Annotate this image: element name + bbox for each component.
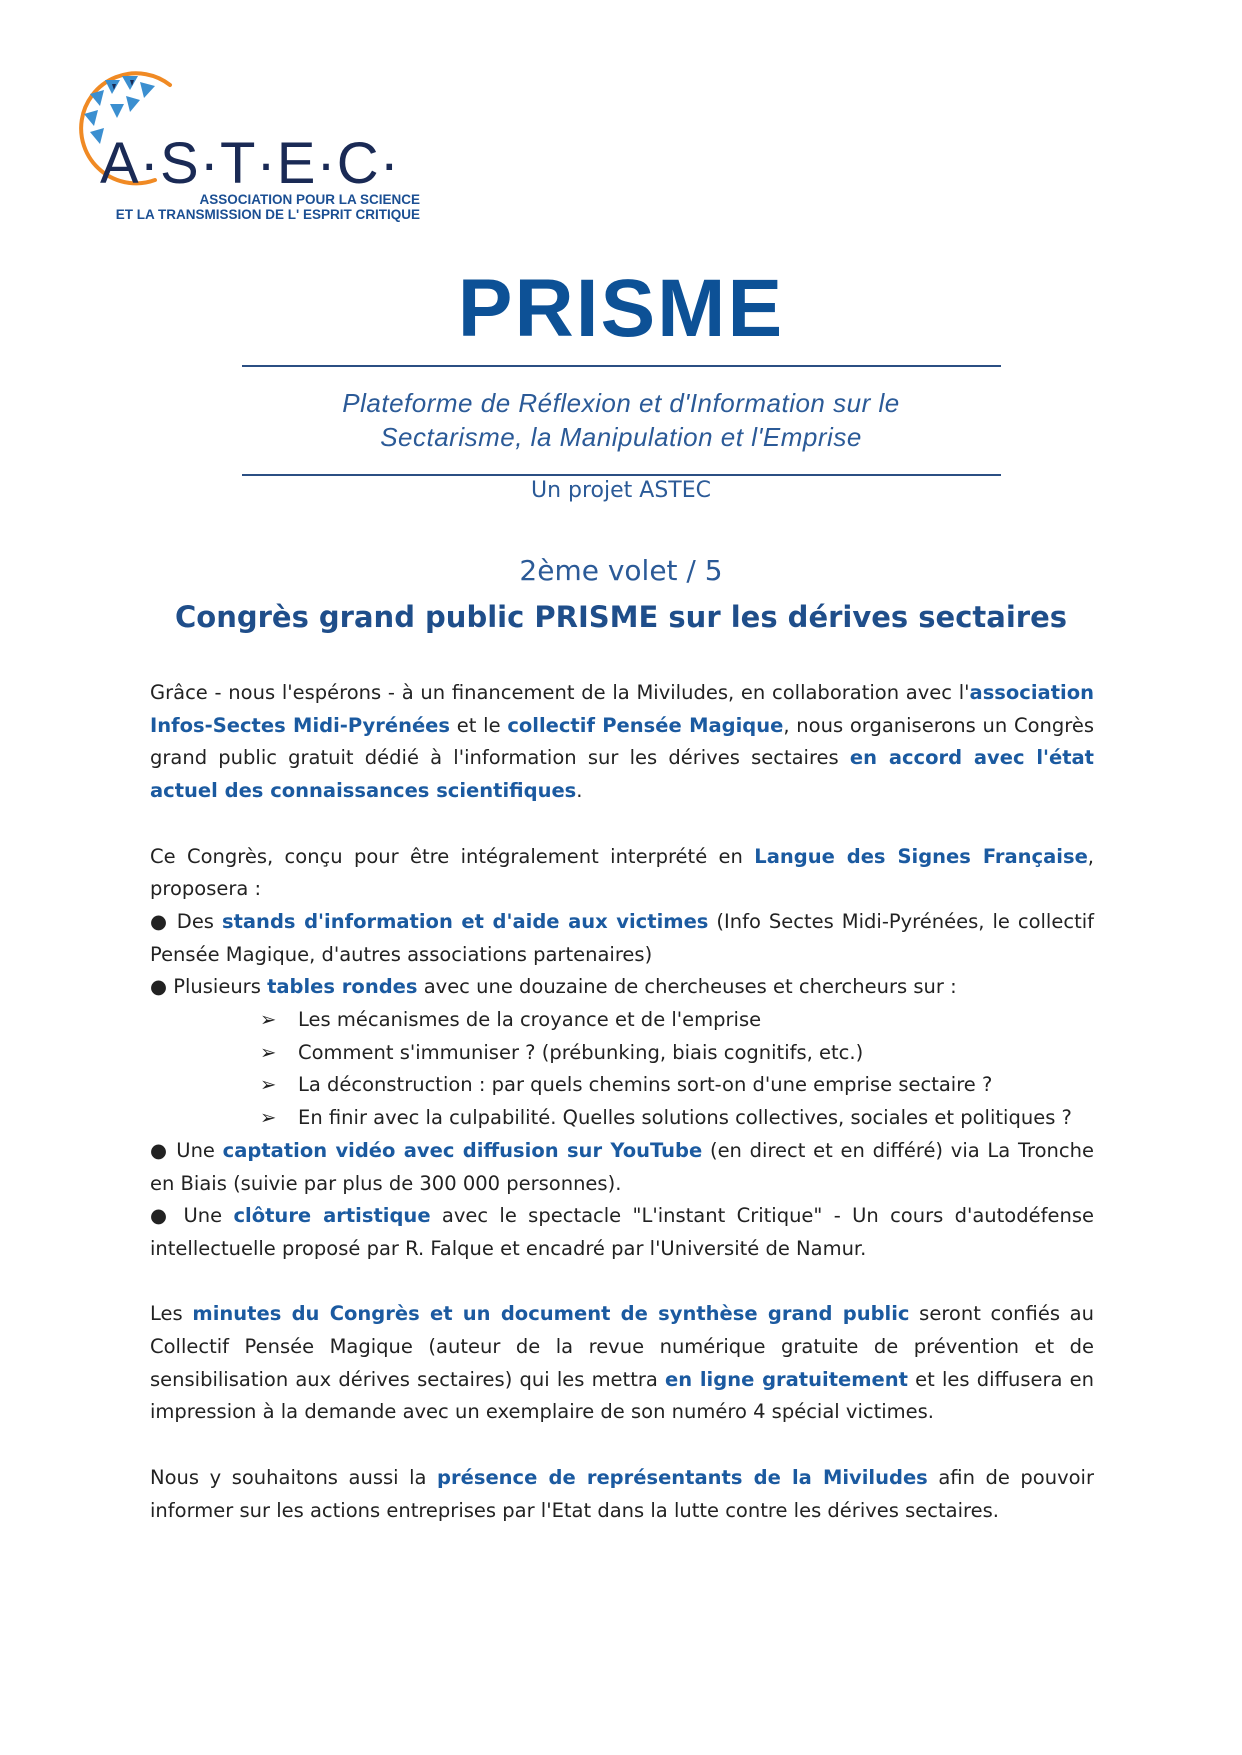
paragraph-miviludes: Nous y souhaitons aussi la présence de représentants de la Miviludes afin de pouvoir informer sur les actions entreprises par l'Etat dans la lutte contre les dérives sectaires.	[150, 1465, 1094, 1522]
arrow-bullet-icon: ➢	[260, 1008, 277, 1032]
highlight: tables rondes	[267, 975, 418, 999]
title-divider-top	[242, 365, 1001, 367]
highlight: en accord avec l'état actuel des connaissances scientifiques	[150, 746, 1095, 803]
sub-list-item: ➢ En finir avec la culpabilité. Quelles solutions collectives, sociales et politiques ?	[260, 1102, 1094, 1135]
logo-tagline: ASSOCIATION POUR LA SCIENCE ET LA TRANSMISSION DE L' ESPRIT CRITIQUE	[115, 192, 420, 222]
sub-list-item: ➢ Comment s'immuniser ? (prébunking, biais cognitifs, etc.)	[260, 1037, 1094, 1070]
paragraph-program: Ce Congrès, conçu pour être intégralement interprété en Langue des Signes Française, proposera :	[150, 844, 1094, 901]
sub-list-item: ➢ La déconstruction : par quels chemins sort-on d'une emprise sectaire ?	[260, 1069, 1094, 1102]
page-title: PRISME	[457, 263, 785, 354]
arrow-bullet-icon: ➢	[260, 1073, 277, 1097]
section-heading: Congrès grand public PRISME sur les dérives sectaires	[174, 600, 1068, 634]
sub-list-item: ➢ Les mécanismes de la croyance et de l'emprise	[260, 1004, 1094, 1037]
logo-wordmark: A·S·T·E·C·	[100, 131, 400, 196]
bullet-stands: ● Des stands d'information et d'aide aux victimes (Info Sectes Midi-Pyrénées, le collectif Pensée Magique, d'autres associations partenaires)	[150, 909, 1094, 966]
arrow-bullet-icon: ➢	[260, 1040, 277, 1064]
highlight: collectif Pensée Magique	[507, 713, 784, 737]
bullet-closing: ● Une clôture artistique avec le spectacle "L'instant Critique" - Un cours d'autodéfense intellectuelle proposé par R. Falque et encadré par l'Université de Namur.	[150, 1204, 1094, 1260]
document-body	[150, 677, 1094, 1527]
astec-logo	[60, 60, 420, 230]
arrow-bullet-icon: ➢	[260, 1106, 277, 1130]
bullet-video: ● Une captation vidéo avec diffusion sur YouTube (en direct et en différé) via La Tronche en Biais (suivie par plus de 300 000 personnes).	[150, 1138, 1094, 1195]
highlight: présence de représentants de la Miviludes	[437, 1465, 928, 1489]
highlight: association Infos-Sectes Midi-Pyrénées	[150, 681, 1094, 737]
paragraph-intro: Grâce - nous l'espérons - à un financement de la Miviludes, en collaboration avec l'association Infos-Sectes Midi-Pyrénées et le collectif Pensée Magique, nous organiserons un Congrès grand public gratuit dédié à l'information sur les dérives sectaires en accord avec l'état actuel des connaissances scientifiques.	[150, 681, 1095, 803]
highlight: stands d'information et d'aide aux victimes	[221, 909, 709, 933]
highlight: Langue des Signes Française	[754, 844, 1088, 868]
highlight: clôture artistique	[233, 1204, 431, 1228]
paragraph-minutes: Les minutes du Congrès et un document de synthèse grand public seront confiés au Collectif Pensée Magique (auteur de la revue numérique gratuite de prévention et de sensibilisation aux dérives sectaires) qui les mettra en ligne gratuitement et les diffusera en impression à la demande avec un exemplaire de son numéro 4 spécial victimes.	[150, 1302, 1094, 1424]
highlight: minutes du Congrès et un document de synthèse grand public	[192, 1302, 910, 1326]
highlight: en ligne gratuitement	[665, 1367, 908, 1391]
project-label: Un projet ASTEC	[530, 478, 711, 503]
bullet-round-tables: ● Plusieurs tables rondes avec une douzaine de chercheuses et chercheurs sur :	[150, 975, 957, 999]
page-subtitle: Plateforme de Réflexion et d'Information sur le Sectarisme, la Manipulation et l'Emprise	[342, 388, 900, 452]
title-divider-bottom	[242, 474, 1001, 476]
highlight: captation vidéo avec diffusion sur YouTube	[222, 1138, 703, 1162]
section-volet: 2ème volet / 5	[519, 554, 723, 587]
